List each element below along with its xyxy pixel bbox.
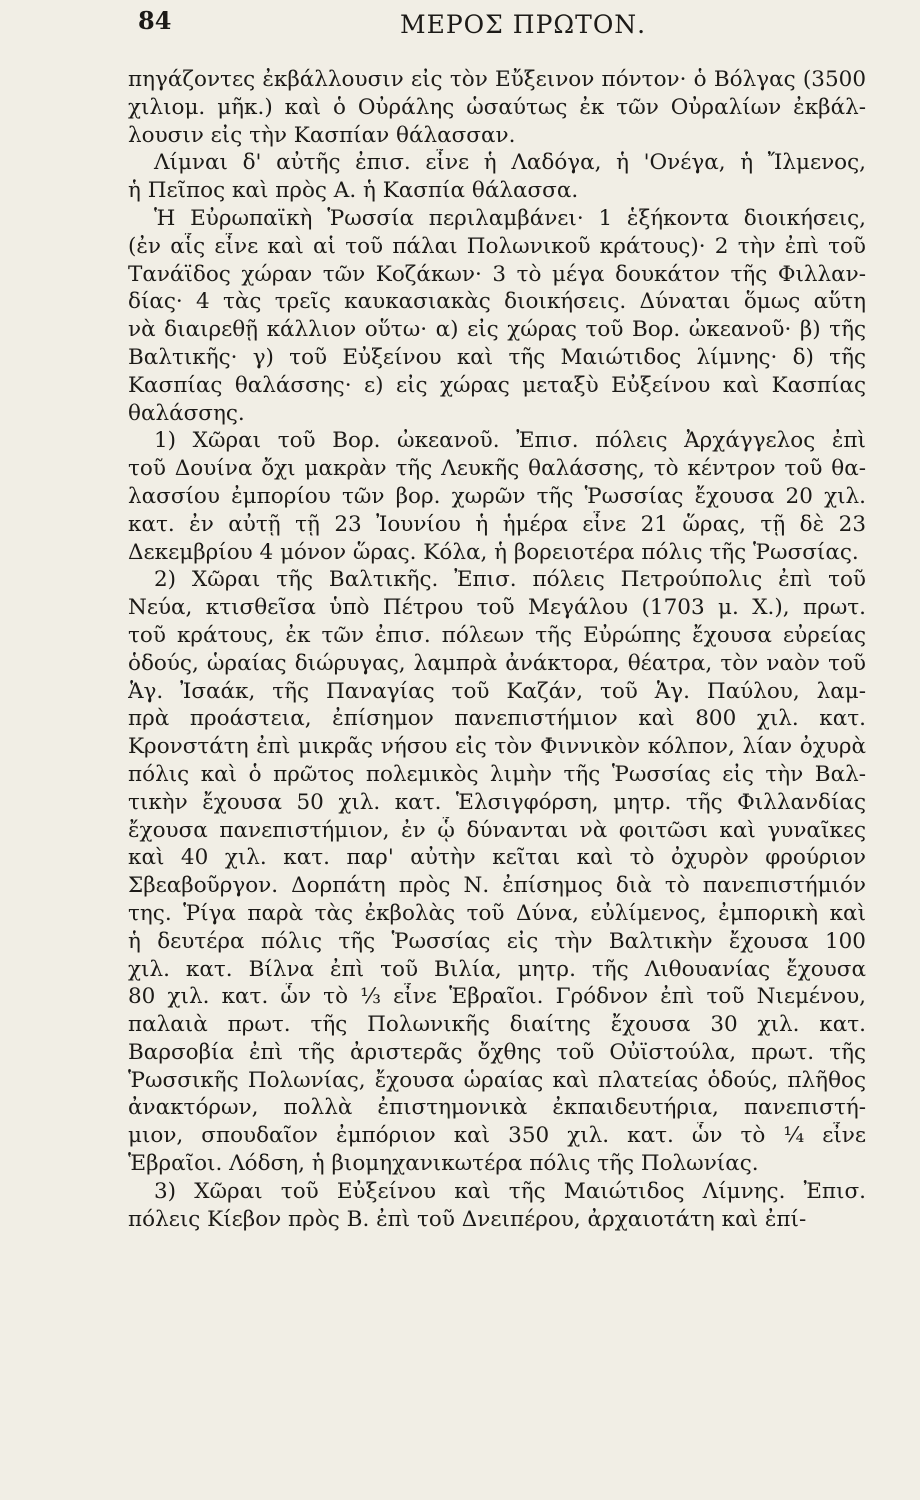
- text-line: κατ. ἐν αὐτῇ τῇ 23 Ἰουνίου ἡ ἡμέρα εἶνε 21 ὥρας, τῇ δὲ 23: [128, 511, 866, 537]
- text-line: νὰ διαιρεθῇ κάλλιον οὕτω· α) εἰς χώρας τοῦ Βορ. ὠκεανοῦ· β) τῆς: [128, 317, 866, 343]
- text-line: μιον, σπουδαῖον ἐμπόριον καὶ 350 χιλ. κατ. ὧν τὸ ¼ εἶνε: [128, 1123, 866, 1149]
- running-head: ΜΕΡΟΣ ΠΡΩΤΟΝ.: [400, 10, 647, 39]
- text-line: 3) Χῶραι τοῦ Εὐξείνου καὶ τῆς Μαιώτιδος Λίμνης. Ἐπισ.: [154, 1178, 866, 1204]
- text-line: δίας· 4 τὰς τρεῖς καυκασιακὰς διοικήσεις. Δύναται ὅμως αὕτη: [128, 289, 866, 315]
- text-line: Κρονστάτη ἐπὶ μικρᾶς νήσου εἰς τὸν Φιννικὸν κόλπον, λίαν ὀχυρὰ: [128, 734, 866, 760]
- text-line: τοῦ κράτους, ἐκ τῶν ἐπισ. πόλεων τῆς Εὐρώπης ἔχουσα εὐρείας: [128, 622, 866, 648]
- page-header: [0, 0, 920, 60]
- text-line: της. Ῥίγα παρὰ τὰς ἐκβολὰς τοῦ Δύνα, εὐλίμενος, ἐμπορικὴ καὶ: [128, 900, 866, 926]
- paragraph: [128, 1178, 866, 1234]
- text-line: Τανάϊδος χώραν τῶν Κοζάκων· 3 τὸ μέγα δουκάτον τῆς Φιλλαν-: [128, 261, 866, 287]
- paragraph: [128, 427, 866, 566]
- text-line: 1) Χῶραι τοῦ Βορ. ὠκεανοῦ. Ἐπισ. πόλεις Ἀρχάγγελος ἐπὶ: [154, 428, 866, 454]
- text-line: 80 χιλ. κατ. ὧν τὸ ⅓ εἶνε Ἑβραῖοι. Γρόδνον ἐπὶ τοῦ Νιεμένου,: [128, 984, 866, 1010]
- text-line: Ἑβραῖοι. Λόδση, ἡ βιομηχανικωτέρα πόλις τῆς Πολωνίας.: [128, 1151, 759, 1177]
- body-text: [128, 66, 866, 1233]
- text-line: ἡ δευτέρα πόλις τῆς Ῥωσσίας εἰς τὴν Βαλτικὴν ἔχουσα 100: [128, 928, 866, 954]
- text-line: Κασπίας θαλάσσης· ε) εἰς χώρας μεταξὺ Εὐξείνου καὶ Κασπίας: [128, 372, 866, 398]
- text-line: ἀνακτόρων, πολλὰ ἐπιστημονικὰ ἐκπαιδευτήρια, πανεπιστή-: [128, 1095, 866, 1121]
- paragraph: [128, 205, 866, 427]
- text-line: θαλάσσης.: [128, 400, 245, 426]
- text-line: παλαιὰ πρωτ. τῆς Πολωνικῆς διαίτης ἔχουσα 30 χιλ. κατ.: [128, 1012, 866, 1038]
- text-line: Δεκεμβρίου 4 μόνον ὥρας. Κόλα, ἡ βορειοτέρα πόλις τῆς Ῥωσσίας.: [128, 539, 859, 565]
- text-line: Σβεαβοῦργον. Δορπάτη πρὸς Ν. ἐπίσημος διὰ τὸ πανεπιστήμιόν: [128, 873, 866, 899]
- text-line: ὁδούς, ὡραίας διώρυγας, λαμπρὰ ἀνάκτορα, θέατρα, τὸν ναὸν τοῦ: [128, 650, 866, 676]
- text-line: πρὰ προάστεια, ἐπίσημον πανεπιστήμιον καὶ 800 χιλ. κατ.: [128, 706, 866, 732]
- text-line: Ἡ Εὐρωπαϊκὴ Ῥωσσία περιλαμβάνει· 1 ἑξήκοντα διοικήσεις,: [154, 205, 866, 231]
- text-line: καὶ 40 χιλ. κατ. παρ' αὐτὴν κεῖται καὶ τὸ ὀχυρὸν φρούριον: [128, 845, 866, 871]
- text-line: λασσίου ἐμπορίου τῶν βορ. χωρῶν τῆς Ῥωσσίας ἔχουσα 20 χιλ.: [128, 483, 866, 509]
- text-line: Ἁγ. Ἰσαάκ, τῆς Παναγίας τοῦ Καζάν, τοῦ Ἁγ. Παύλου, λαμ-: [128, 678, 866, 704]
- text-line: (ἐν αἷς εἶνε καὶ αἱ τοῦ πάλαι Πολωνικοῦ κράτους)· 2 τὴν ἐπὶ τοῦ: [128, 233, 866, 259]
- text-line: πηγάζοντες ἐκβάλλουσιν εἰς τὸν Εὔξεινον πόντον· ὁ Βόλγας (3500: [128, 67, 866, 92]
- text-line: τικὴν ἔχουσα 50 χιλ. κατ. Ἑλσιγφόρση, μητρ. τῆς Φιλλανδίας: [128, 789, 866, 815]
- text-line: χιλ. κατ. Βίλνα ἐπὶ τοῦ Βιλία, μητρ. τῆς Λιθουανίας ἔχουσα: [128, 956, 866, 982]
- text-line: Νεύα, κτισθεῖσα ὑπὸ Πέτρου τοῦ Μεγάλου (1703 μ. Χ.), πρωτ.: [128, 595, 866, 621]
- text-line: 2) Χῶραι τῆς Βαλτικῆς. Ἐπισ. πόλεις Πετρούπολις ἐπὶ τοῦ: [154, 567, 866, 593]
- text-line: λουσιν εἰς τὴν Κασπίαν θάλασσαν.: [128, 122, 516, 148]
- text-line: χιλιομ. μῆκ.) καὶ ὁ Οὐράλης ὡσαύτως ἐκ τῶν Οὐραλίων ἐκβάλ-: [128, 94, 866, 120]
- text-line: πόλεις Κίεβον πρὸς Β. ἐπὶ τοῦ Δνειπέρου, ἀρχαιοτάτη καὶ ἐπί-: [128, 1206, 807, 1232]
- text-line: τοῦ Δουίνα ὄχι μακρὰν τῆς Λευκῆς θαλάσσης, τὸ κέντρον τοῦ θα-: [128, 456, 866, 482]
- text-line: Βαλτικῆς· γ) τοῦ Εὐξείνου καὶ τῆς Μαιώτιδος λίμνης· δ) τῆς: [128, 344, 866, 370]
- text-line: Βαρσοβία ἐπὶ τῆς ἀριστερᾶς ὄχθης τοῦ Οὐϊστούλα, πρωτ. τῆς: [128, 1039, 866, 1065]
- text-line: Ῥωσσικῆς Πολωνίας, ἔχουσα ὡραίας καὶ πλατείας ὁδούς, πλῆθος: [128, 1067, 866, 1093]
- text-line: Λίμναι δ' αὐτῆς ἐπισ. εἶνε ἡ Λαδόγα, ἡ 'Ονέγα, ἡ Ἴλμενος,: [154, 150, 866, 176]
- paragraph: [128, 566, 866, 1178]
- page-number: 84: [138, 6, 172, 35]
- text-line: ἔχουσα πανεπιστήμιον, ἐν ᾧ δύνανται νὰ φοιτῶσι καὶ γυναῖκες: [128, 817, 866, 843]
- text-line: πόλις καὶ ὁ πρῶτος πολεμικὸς λιμὴν τῆς Ῥωσσίας εἰς τὴν Βαλ-: [128, 761, 866, 787]
- text-line: ἡ Πεῖπος καὶ πρὸς Α. ἡ Κασπία θάλασσα.: [128, 178, 579, 204]
- paragraph: [128, 149, 866, 205]
- paragraph: [128, 66, 866, 149]
